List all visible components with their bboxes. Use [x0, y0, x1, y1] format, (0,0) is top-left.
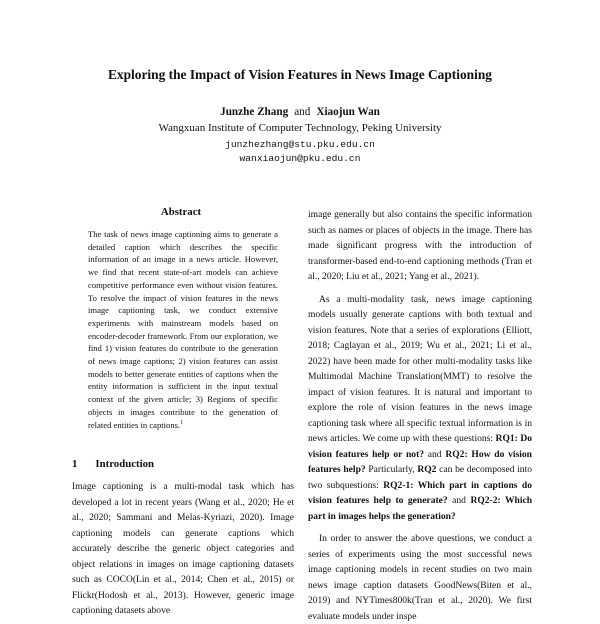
intro-right-paragraph-3: In order to answer the above questions, we conduct a series of experiments using the most successful news image captioning models in recent studies on two main news image caption datasets GoodNews(Biten et al., 2019) and NYTimes800k(Tran et al., 2020). We first evaluate models under inspe	[308, 533, 532, 622]
intro-right-paragraph-1: image generally but also contains the specific information such as names or places of objects in the image. There has made significant progress with the introduction of transformer-based end-to-end captioning methods (Tran et al., 2020; Liu et al., 2021; Yang et al., 2021).	[308, 209, 532, 282]
author-conjunction: and	[294, 106, 311, 118]
author-1: Junzhe Zhang	[220, 106, 289, 118]
paper-title: Exploring the Impact of Vision Features in News Image Captioning	[107, 67, 492, 82]
abstract-body	[88, 228, 278, 431]
right-column	[308, 207, 532, 624]
decomposed-text: can be decomposed into two subquestions:	[308, 464, 533, 491]
intro-left-paragraph: Image captioning is a multi-modal task which has developed a lot in recent years (Wang et al., 2020; He et al., 2020; Sammani and Melas-Kyriazi, 2020). Image captioning models can generate captions which accurately describe the generic object categories and object relations in images on image captioning datasets such as COCO(Lin et al., 2014; Chen et al., 2015) or Flickr(Hodosh et al., 2013). However, generic image captioning datasets above	[72, 481, 294, 616]
rq-and-1: and	[427, 448, 442, 460]
rq2-ref: RQ2	[417, 464, 437, 475]
abstract-text: The task of news image captioning aims to generate a detailed caption which describes the specific information of an image in a news article. However, we find that recent state-of-art models can achieve competitive performance even without vision features. To resolve the impact of vision features in the news image captioning task, we conduct extensive experiments with mainstream models based on encoder-decoder framework. From our exploration, we find 1) vision features do contribute to the generation of news image captions; 2) vision features can assist models to better generate entities of captions when the entity information is sufficient in the input textual context of the given article; 3) Regions of specific objects in images contribute to the generation of related entities in captions.	[88, 229, 278, 430]
rq2-1: RQ2-1: Which part in captions do vision features help to generate?	[308, 479, 532, 506]
affiliation: Wangxuan Institute of Computer Technology, Peking University	[158, 122, 442, 134]
rq-and-2: and	[452, 495, 466, 506]
rq-context: As a multi-modality task, news image captioning models usually generate captions with both textual and vision features. Note that a series of explorations (Elliott, 2018; Caglayan et al., 2019; Wu et al., 2021; Li et al., 2022) have been made for other multi-modality tasks like Multimodal Machine Translation(MMT) to resolve the impact of vision features. It is natural and important to explore the role of vision features in the news image captioning task where all specific textual information is in news articles. We come up with these questions:	[308, 293, 532, 444]
rq2: RQ2: How do vision features help?	[308, 448, 532, 475]
email-2: wanxiaojun@pku.edu.cn	[239, 153, 361, 164]
intro-right-paragraph-2	[308, 292, 532, 525]
footnote-mark: 1	[180, 419, 184, 426]
section-heading-introduction	[72, 458, 154, 470]
rq2-2: RQ2-2: Which part in images helps the generation?	[308, 495, 533, 522]
section-title: Introduction	[95, 458, 155, 470]
particularly-text: Particularly,	[368, 464, 415, 475]
abstract-heading: Abstract	[160, 206, 202, 218]
author-line	[0, 106, 600, 118]
email-1: junzhezhang@stu.pku.edu.cn	[225, 139, 375, 150]
rq1: RQ1: Do vision features help or not?	[308, 433, 533, 460]
author-2: Xiaojun Wan	[316, 106, 380, 118]
section-number: 1	[72, 458, 78, 470]
